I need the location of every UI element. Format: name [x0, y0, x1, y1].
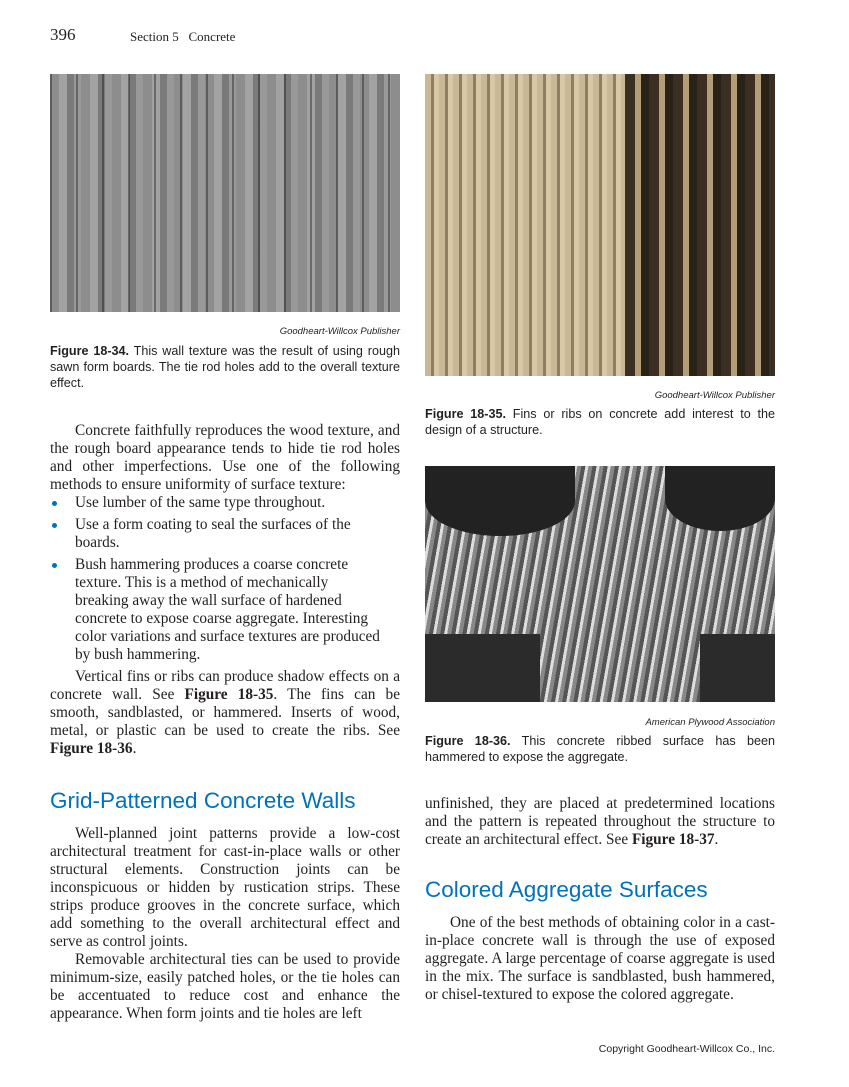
figure-credit: Goodheart-Willcox Publisher [654, 390, 775, 401]
text: . The fins can be smooth, sandblasted, or hammered. Inserts of wood, metal, or plastic can be used to create the ribs. See [50, 686, 400, 739]
paragraph: Concrete faithfully reproduces the wood texture, and the rough board appearance tends to hide tie rod holes and other imperfections. Use one of the following methods to ensure uniformity of surface texture: [50, 422, 400, 493]
paragraph [50, 668, 400, 758]
section-heading: Colored Aggregate Surfaces [425, 877, 708, 902]
text: . [132, 740, 137, 757]
figure-credit: American Plywood Association [645, 717, 775, 728]
figure-caption [425, 406, 775, 438]
text: . [714, 831, 719, 848]
left-column-upper [50, 422, 400, 758]
text: unfinished, they are placed at predetermined locations and the pattern is repeated throughout the structure to create an architectural effect. See [425, 795, 775, 848]
paragraph [425, 795, 775, 849]
figure-reference[interactable]: Figure 18-36 [50, 740, 133, 757]
section-label: Section 5 [130, 29, 179, 44]
bullet-list [50, 494, 400, 664]
right-column-text [425, 795, 775, 849]
figure-caption [50, 343, 400, 391]
caption-text: Fins or ribs on concrete add interest to the design of a structure. [425, 407, 775, 437]
figure-reference[interactable]: Figure 18-37 [631, 831, 715, 848]
list-item [50, 516, 400, 552]
figure-label: Figure 18-35. [425, 407, 506, 421]
copyright-footer: Copyright Goodheart-Willcox Co., Inc. [598, 1043, 775, 1055]
list-item [50, 494, 400, 512]
chapter-label: Concrete [188, 29, 236, 44]
page-number: 396 [50, 25, 76, 44]
figure-caption [425, 733, 775, 765]
right-column-text [425, 914, 775, 1004]
bullet-icon [52, 501, 57, 506]
figure-18-36-image [425, 466, 775, 702]
figure-label: Figure 18-36. [425, 734, 511, 748]
running-header [130, 28, 235, 46]
list-text: Bush hammering produces a coarse concrete texture. This is a method of mechanically breaking away the wall surface of hardened concrete to expose coarse aggregate. Interesting color variations and surface textures are produced by bush hammering. [75, 556, 380, 663]
figure-label: Figure 18-34. [50, 344, 130, 358]
section-heading: Grid-Patterned Concrete Walls [50, 788, 356, 813]
bullet-icon [52, 563, 57, 568]
figure-18-35-image [425, 74, 775, 376]
bullet-icon [52, 523, 57, 528]
figure-credit: Goodheart-Willcox Publisher [279, 326, 400, 337]
caption-text: This concrete ribbed surface has been hammered to expose the aggregate. [425, 734, 775, 764]
paragraph: Well-planned joint patterns provide a low-cost architectural treatment for cast-in-place walls or other structural elements. Construction joints can be inconspicuous or hidden by rustication strips. These strips produce grooves in the concrete surface, which add something to the overall architectural effect and serve as control joints. [50, 825, 400, 950]
paragraph: One of the best methods of obtaining color in a cast-in-place concrete wall is through the use of exposed aggregate. A large percentage of coarse aggregate is used in the mix. The surface is sandblasted, bush hammered, or chisel-textured to expose the colored aggregate. [425, 914, 775, 1003]
list-item [50, 556, 400, 664]
figure-reference[interactable]: Figure 18-35 [184, 686, 274, 703]
figure-18-34-image [50, 74, 400, 312]
paragraph: Removable architectural ties can be used to provide minimum-size, easily patched holes, or the tie holes can be accentuated to reduce cost and enhance the appearance. When form joints and tie holes are left [50, 951, 400, 1022]
list-text: Use lumber of the same type throughout. [75, 494, 326, 511]
left-column-lower [50, 825, 400, 1023]
caption-text: This wall texture was the result of using rough sawn form boards. The tie rod holes add to the overall texture effect. [50, 344, 400, 390]
text: Vertical fins or ribs can produce shadow effects on a concrete wall. See [50, 668, 400, 703]
list-text: Use a form coating to seal the surfaces of the boards. [75, 516, 351, 551]
